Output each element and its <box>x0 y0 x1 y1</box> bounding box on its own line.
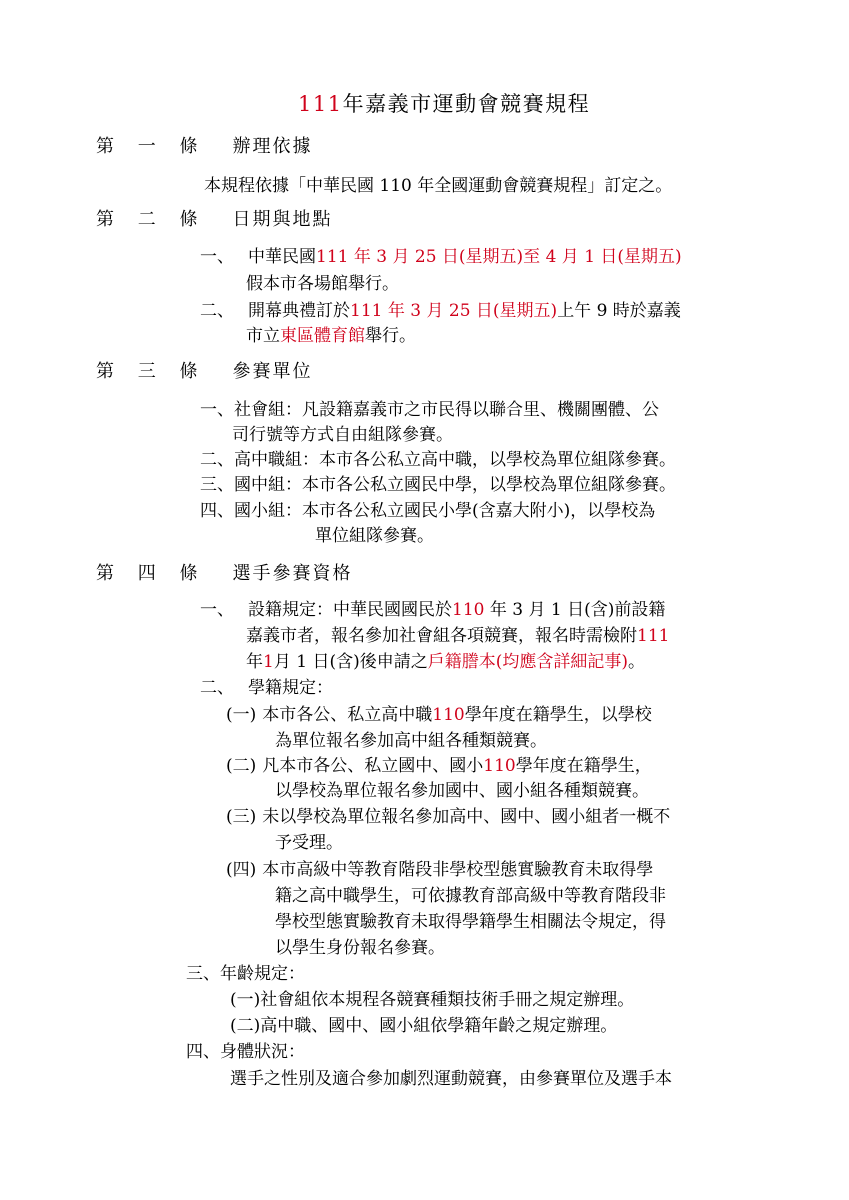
article-4-title: 選手參賽資格 <box>232 563 353 584</box>
venue-name: 東區體育館 <box>280 326 365 346</box>
date-range: 111 年 3 月 25 日(星期五)至 4 月 1 日(星期五) <box>316 247 682 267</box>
sub-item-number: (四) <box>226 860 257 880</box>
sub-item-3-2: (二)高中職、國中、國小組依學籍年齡之規定辦理。 <box>230 1016 618 1036</box>
article-4-item-3: 三、年齡規定： <box>186 964 305 984</box>
article-3-line-2: 司行號等方式自由組隊參賽。 <box>232 425 453 445</box>
article-2-item-1-cont: 假本市各場館舉行。 <box>246 274 399 294</box>
article-1-text: 本規程依據「中華民國 110 年全國運動會競賽規程」訂定之。 <box>204 176 673 196</box>
article-2-item-1: 一、 中華民國111 年 3 月 25 日(星期五)至 4 月 1 日(星期五) <box>200 247 682 267</box>
article-2-heading <box>96 208 332 232</box>
article-4-item-4: 四、身體狀況： <box>186 1042 305 1062</box>
article-3-line-4: 三、國中組：本市各公私立國民中學，以學校為單位組隊參賽。 <box>200 475 676 495</box>
article-3-line-1: 一、社會組：凡設籍嘉義市之市民得以聯合里、機關團體、公 <box>200 400 659 420</box>
sub-item-number: (三) <box>226 807 257 827</box>
sub-item-2-4: (四) 本市高級中等教育階段非學校型態實驗教育未取得學 <box>226 860 654 880</box>
article-2-item-2-cont: 市立東區體育館舉行。 <box>246 326 416 346</box>
article-4-heading <box>96 562 352 586</box>
sub-item-2-1: (一) 本市各公、私立高中職110學年度在籍學生，以學校 <box>226 705 652 725</box>
item-number: 一、 <box>200 247 234 267</box>
article-4-item-1: 一、 設籍規定：中華民國國民於110 年 3 月 1 日(含)前設籍 <box>200 600 666 620</box>
article-2-label: 第 二 條 <box>96 209 207 230</box>
sub-item-number: (一) <box>226 705 257 725</box>
sub-item-4-1: 選手之性別及適合參加劇烈運動競賽，由參賽單位及選手本 <box>230 1069 672 1089</box>
sub-item-2-2: (二) 凡本市各公、私立國中、國小110學年度在籍學生， <box>226 756 652 776</box>
document-title <box>298 92 590 116</box>
sub-item-number: (二) <box>226 756 257 776</box>
sub-item-2-4-line-2: 籍之高中職學生，可依據教育部高級中等教育階段非 <box>275 886 666 906</box>
sub-item-2-4-line-4: 以學生身份報名參賽。 <box>275 938 445 958</box>
title-text: 年嘉義市運動會競賽規程 <box>342 92 591 116</box>
article-3-line-6: 單位組隊參賽。 <box>315 526 434 546</box>
article-3-title: 參賽單位 <box>232 361 313 382</box>
article-1-label: 第 一 條 <box>96 136 207 157</box>
item-number: 二、 <box>200 301 234 321</box>
household-record: 戶籍謄本(均應含詳細記事) <box>427 652 628 672</box>
article-1-heading <box>96 135 312 159</box>
article-4-item-1-line-3: 年1月 1 日(含)後申請之戶籍謄本(均應含詳細記事)。 <box>246 652 645 672</box>
article-3-line-3: 二、高中職組：本市各公私立高中職，以學校為單位組隊參賽。 <box>200 450 676 470</box>
article-2-title: 日期與地點 <box>232 209 333 230</box>
article-1-title: 辦理依據 <box>232 136 313 157</box>
item-number: 一、 <box>200 600 234 620</box>
article-4-label: 第 四 條 <box>96 563 207 584</box>
sub-item-2-1-cont: 為單位報名參加高中組各種類競賽。 <box>275 731 547 751</box>
sub-item-3-1: (一)社會組依本規程各競賽種類技術手冊之規定辦理。 <box>230 990 635 1010</box>
title-year: 111 <box>298 92 343 116</box>
item-number: 二、 <box>200 678 234 698</box>
sub-item-2-4-line-3: 學校型態實驗教育未取得學籍學生相關法令規定，得 <box>275 912 666 932</box>
sub-item-2-3: (三) 未以學校為單位報名參加高中、國中、國小組者一概不 <box>226 807 671 827</box>
article-3-line-5: 四、國小組：本市各公私立國民小學(含嘉大附小)，以學校為 <box>200 501 656 521</box>
article-2-item-2: 二、 開幕典禮訂於111 年 3 月 25 日(星期五)上午 9 時於嘉義 <box>200 301 681 321</box>
sub-item-2-3-cont: 予受理。 <box>275 833 343 853</box>
opening-date: 111 年 3 月 25 日(星期五) <box>350 301 558 321</box>
article-4-item-1-line-2: 嘉義市者，報名參加社會組各項競賽，報名時需檢附111 <box>246 626 670 646</box>
article-4-item-2: 二、 學籍規定： <box>200 678 333 698</box>
article-3-label: 第 三 條 <box>96 361 207 382</box>
article-3-heading <box>96 360 312 384</box>
sub-item-2-2-cont: 以學校為單位報名參加國中、國小組各種類競賽。 <box>275 781 649 801</box>
